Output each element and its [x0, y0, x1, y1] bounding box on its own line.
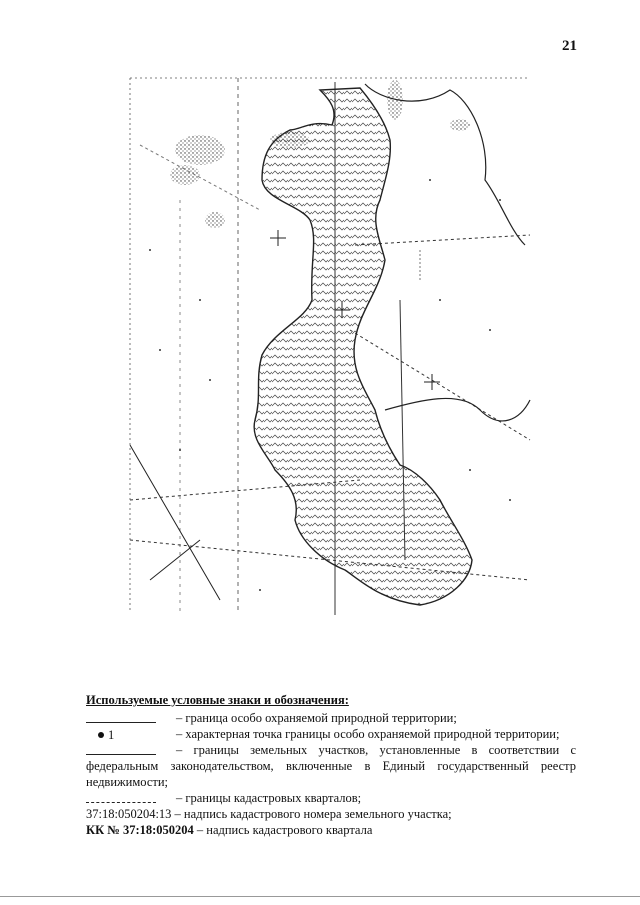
legend	[86, 692, 576, 838]
legend-item-plot-number	[86, 806, 576, 822]
legend-item-land-plots	[86, 742, 576, 790]
legend-item-point	[86, 726, 576, 742]
legend-item-text: – характерная точка границы особо охраняемой природной территории;	[176, 727, 560, 741]
legend-title: Используемые условные знаки и обозначения:	[86, 693, 349, 707]
legend-item-text: – границы земельных участков, установленные в соответствии с федеральным законодательством, включенные в Единый государственный реестр недвижимости;	[86, 743, 576, 789]
legend-item-text: – границы кадастровых кварталов;	[176, 791, 362, 805]
solid-line-symbol	[86, 713, 156, 725]
boundary-line	[365, 84, 530, 421]
dashed-line-symbol	[86, 793, 156, 805]
point-symbol	[86, 729, 156, 741]
page-number: 21	[562, 38, 577, 54]
page-divider	[0, 896, 640, 897]
thin-line-symbol	[86, 745, 156, 757]
protected-area	[254, 88, 472, 605]
legend-item-text: – граница особо охраняемой природной территории;	[176, 711, 457, 725]
legend-item-boundary	[86, 710, 576, 726]
legend-item-quarter-label	[86, 822, 576, 838]
legend-item-quarters	[86, 790, 576, 806]
quarter-code: КК № 37:18:050204	[86, 823, 194, 837]
legend-item-text: – надпись кадастрового квартала	[193, 823, 373, 837]
point-label: 1	[108, 728, 115, 743]
plot-number-code: 37:18:050204:13	[86, 807, 172, 821]
legend-item-text: – надпись кадастрового номера земельного участка;	[171, 807, 452, 821]
point-dot-icon	[98, 732, 104, 738]
